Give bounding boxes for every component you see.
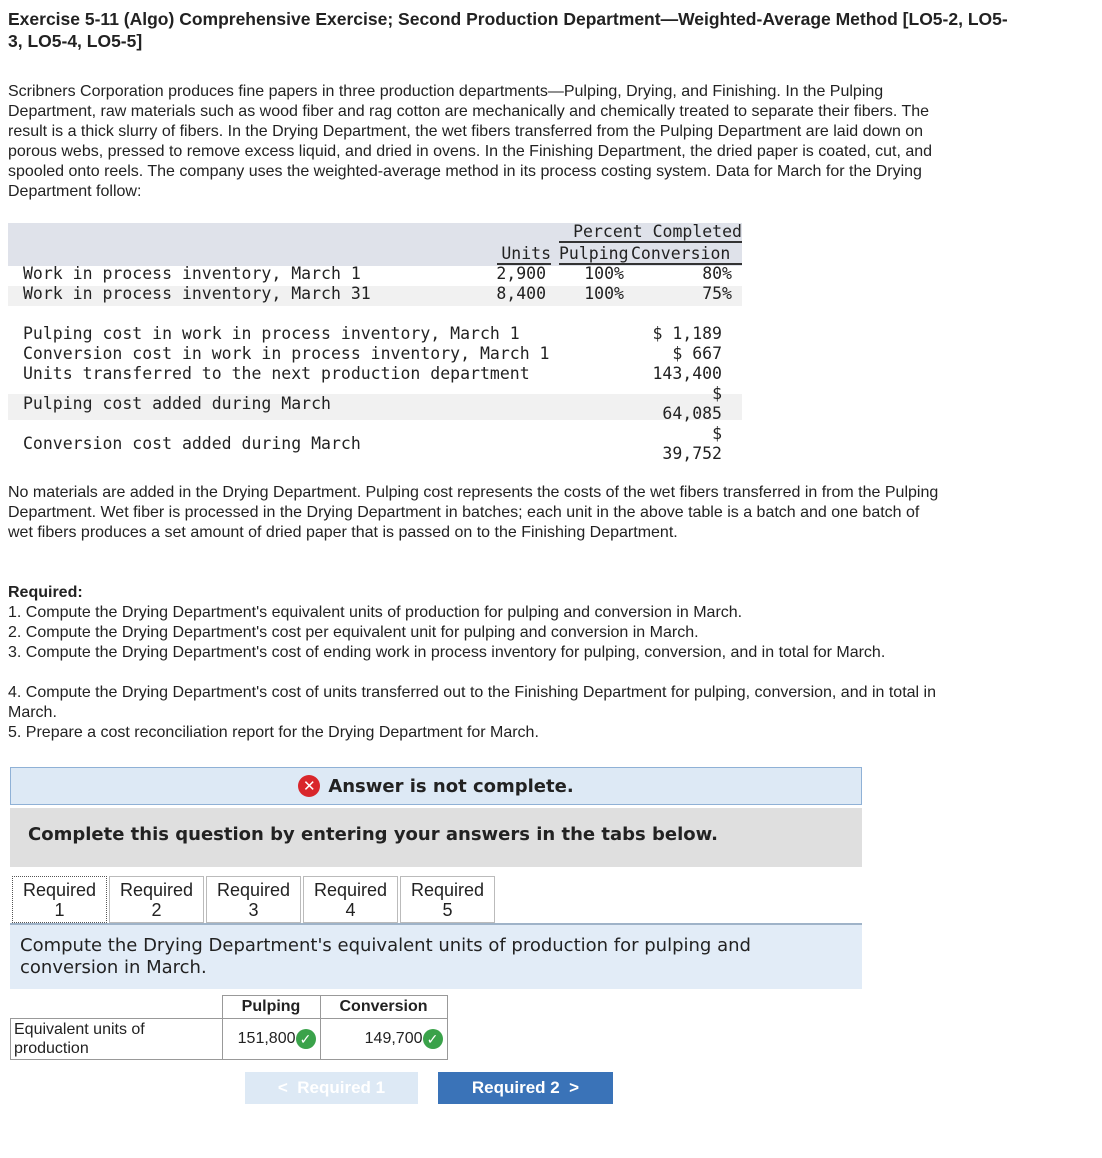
percent-completed-header: Percent Completed bbox=[559, 222, 742, 243]
table-row-conversion: 75% bbox=[702, 284, 732, 303]
tab-number: 1 bbox=[54, 900, 65, 920]
tab-required-2[interactable] bbox=[109, 876, 204, 923]
table-row-units: 2,900 bbox=[496, 264, 546, 283]
required-heading: Required: bbox=[8, 584, 83, 601]
tab-required-4[interactable] bbox=[303, 876, 398, 923]
equivalent-units-label: Equivalent units of production bbox=[11, 1018, 223, 1059]
answer-table bbox=[10, 995, 448, 1060]
tab-required-1[interactable] bbox=[12, 876, 107, 923]
cost-row-value: $ 1,189 bbox=[652, 324, 722, 343]
status-banner-text: Answer is not complete. bbox=[328, 775, 574, 797]
intro-paragraph: Scribners Corporation produces fine papers in three production departments—Pulping, Drying, and Finishing. In the Pulping Department, raw materials such as wood fiber and rag cotton are mechanically and chemically treated to separate their fibers. The result is a thick slurry of fibers. In the Drying Department, the wet fibers transferred from the Pulping Department are laid down on porous webs, pressed to remove excess liquid, and dried in ovens. In the Finishing Department, the dried paper is coated, cut, and spooled onto reels. The company uses the weighted-average method in its process costing system. Data for March for the Drying Department follow: bbox=[8, 83, 933, 200]
tab-required-3[interactable] bbox=[206, 876, 301, 923]
table-row-units: 8,400 bbox=[496, 284, 546, 303]
instructions-box bbox=[10, 808, 862, 867]
prev-button[interactable] bbox=[245, 1072, 418, 1104]
next-button-label: Required 2 bbox=[471, 1078, 560, 1097]
tab-instruction-box bbox=[10, 925, 862, 989]
required-item: 1. Compute the Drying Department's equivalent units of production for pulping and conversion in March. bbox=[8, 604, 743, 621]
tab-instruction: Compute the Drying Department's equivalent units of production for pulping and conversion in March. bbox=[20, 935, 751, 978]
units-header: Units bbox=[497, 244, 551, 265]
conversion-column-header: Conversion bbox=[320, 996, 447, 1019]
table-row-pulping: 100% bbox=[584, 284, 624, 303]
check-icon: ✓ bbox=[423, 1029, 443, 1049]
cost-row-symbol: $ bbox=[712, 424, 722, 443]
prev-button-label: Required 1 bbox=[297, 1078, 386, 1097]
tab-label: Required bbox=[216, 880, 291, 900]
cost-row-value: $ 667 bbox=[672, 344, 722, 363]
tab-number: 3 bbox=[248, 900, 259, 920]
complete-message: Complete this question by entering your answers in the tabs below. bbox=[28, 824, 718, 845]
required-item: 2. Compute the Drying Department's cost per equivalent unit for pulping and conversion in March. bbox=[8, 624, 699, 641]
pulping-column-header: Pulping bbox=[222, 996, 320, 1019]
conversion-answer-input[interactable]: 149,700 bbox=[364, 1029, 423, 1047]
pulping-header: Pulping bbox=[559, 244, 631, 265]
cost-row-label: Conversion cost added during March bbox=[23, 434, 361, 453]
check-icon: ✓ bbox=[296, 1029, 316, 1049]
required-item: 5. Prepare a cost reconciliation report for the Drying Department for March. bbox=[8, 724, 539, 741]
table-row-conversion: 80% bbox=[702, 264, 732, 283]
tab-label: Required bbox=[410, 880, 485, 900]
cost-row-label: Conversion cost in work in process inventory, March 1 bbox=[23, 344, 550, 363]
cost-row-symbol: $ bbox=[712, 384, 722, 403]
required-item: 4. Compute the Drying Department's cost of units transferred out to the Finishing Department for pulping, conversion, and in total in March. bbox=[8, 684, 936, 721]
page-title: Exercise 5-11 (Algo) Comprehensive Exercise; Second Production Department—Weighted-Average Method [LO5-2, LO5-3, LO5-4, LO5-5] bbox=[8, 9, 1008, 51]
table-row-pulping: 100% bbox=[584, 264, 624, 283]
required-item: 3. Compute the Drying Department's cost of ending work in process inventory for pulping, conversion, and in total for March. bbox=[8, 644, 886, 661]
cost-row-value: 143,400 bbox=[652, 364, 722, 383]
cost-row-value: 64,085 bbox=[662, 404, 722, 423]
tab-number: 2 bbox=[151, 900, 162, 920]
cost-row-label: Pulping cost in work in process inventory, March 1 bbox=[23, 324, 520, 343]
tab-number: 5 bbox=[442, 900, 453, 920]
conversion-header: Conversion bbox=[631, 244, 742, 265]
cost-row-value: 39,752 bbox=[662, 444, 722, 463]
pulping-answer-input[interactable]: 151,800 bbox=[237, 1029, 296, 1047]
conversion-answer-cell[interactable] bbox=[320, 1018, 447, 1059]
tab-label: Required bbox=[313, 880, 388, 900]
chevron-left-icon: < bbox=[277, 1078, 298, 1097]
cost-row-label: Pulping cost added during March bbox=[23, 394, 331, 413]
tab-required-5[interactable] bbox=[400, 876, 495, 923]
cost-row-label: Units transferred to the next production department bbox=[23, 364, 530, 383]
tab-label: Required bbox=[119, 880, 194, 900]
next-button[interactable] bbox=[438, 1072, 613, 1104]
tab-label: Required bbox=[22, 880, 97, 900]
pulping-answer-cell[interactable] bbox=[222, 1018, 320, 1059]
status-banner bbox=[10, 767, 862, 805]
table-row-label: Work in process inventory, March 31 bbox=[23, 284, 371, 303]
error-icon: ✕ bbox=[298, 775, 320, 797]
table-row-label: Work in process inventory, March 1 bbox=[23, 264, 361, 283]
answer-table-corner bbox=[11, 996, 223, 1019]
chevron-right-icon: > bbox=[559, 1078, 580, 1097]
note-paragraph: No materials are added in the Drying Department. Pulping cost represents the costs of the wet fibers transferred in from the Pulping Department. Wet fiber is processed in the Drying Department in batches; each unit in the above table is a batch and one batch of wet fibers produces a set amount of dried paper that is passed on to the Finishing Department. bbox=[8, 484, 939, 541]
tab-number: 4 bbox=[345, 900, 356, 920]
